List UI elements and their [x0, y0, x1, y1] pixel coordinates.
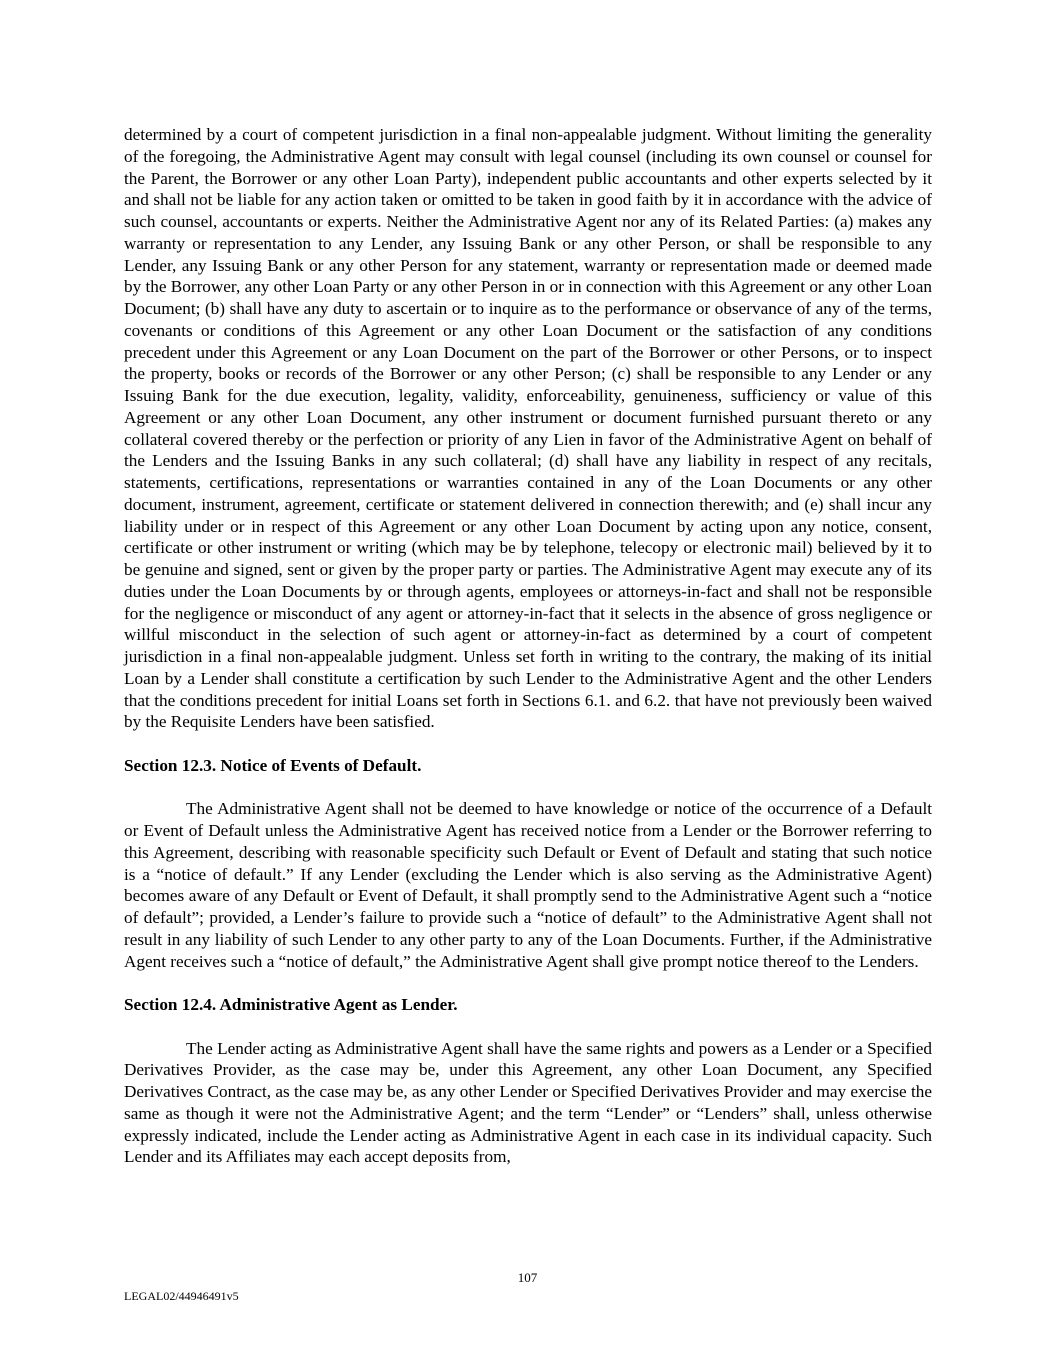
page-number: 107 — [517, 1270, 538, 1285]
section-12-4-body: The Lender acting as Administrative Agent shall have the same rights and powers as a Lender or a Specified Derivatives Provider, as the case may be, under this Agreement, any other Loan Document, any Specified Derivatives Contract, as the case may be, as any other Lender or Specified Derivatives Provider and may exercise the same as though it were not the Administrative Agent; and the term “Lender” or “Lenders” shall, unless otherwise expressly indicated, include the Lender acting as Administrative Agent in each case in its individual capacity. Such Lender and its Affiliates may each accept deposits from, — [124, 1038, 932, 1167]
document-page — [124, 124, 932, 1168]
section-12-3-body: The Administrative Agent shall not be deemed to have knowledge or notice of the occurrence of a Default or Event of Default unless the Administrative Agent has received notice from a Lender or the Borrower referring to this Agreement, describing with reasonable specificity such Default or Event of Default and stating that such notice is a “notice of default.” If any Lender (excluding the Lender which is also serving as the Administrative Agent) becomes aware of any Default or Event of Default, it shall promptly send to the Administrative Agent such a “notice of default”; provided, a Lender’s failure to provide such a “notice of default” to the Administrative Agent shall not result in any liability of such Lender to any other party to any of the Loan Documents. Further, if the Administrative Agent receives such a “notice of default,” the Administrative Agent shall give prompt notice thereof to the Lenders. — [124, 799, 932, 971]
section-12-3-heading: Section 12.3. Notice of Events of Default. — [124, 755, 422, 775]
document-id: LEGAL02/44946491v5 — [124, 1289, 239, 1303]
section-12-4-heading: Section 12.4. Administrative Agent as Lender. — [124, 995, 458, 1014]
body-paragraph-continued: determined by a court of competent jurisdiction in a final non-appealable judgment. Without limiting the generality of the foregoing, the Administrative Agent may consult with legal counsel (including its own counsel or counsel for the Parent, the Borrower or any other Loan Party), independent public accountants and other experts selected by it and shall not be liable for any action taken or omitted to be taken in good faith by it in accordance with the advice of such counsel, accountants or experts. Neither the Administrative Agent nor any of its Related Parties: (a) makes any warranty or representation to any Lender, any Issuing Bank or any other Person, or shall be responsible to any Lender, any Issuing Bank or any other Person for any statement, warranty or representation made or deemed made by the Borrower, any other Loan Party or any other Person in or in connection with this Agreement or any other Loan Document; (b) shall have any duty to ascertain or to inquire as to the performance or observance of any of the terms, covenants or conditions of this Agreement or any other Loan Document or the satisfaction of any conditions precedent under this Agreement or any Loan Document on the part of the Borrower or other Persons, or to inspect the property, books or records of the Borrower or any other Person; (c) shall be responsible to any Lender or any Issuing Bank for the due execution, legality, validity, enforceability, genuineness, sufficiency or value of this Agreement or any other Loan Document, any other instrument or document furnished pursuant thereto or any collateral covered thereby or the perfection or priority of any Lien in favor of the Administrative Agent on behalf of the Lenders and the Issuing Banks in any such collateral; (d) shall have any liability in respect of any recitals, statements, certifications, representations or warranties contained in any of the Loan Documents or any other document, instrument, agreement, certificate or statement delivered in connection therewith; and (e) shall incur any liability under or in respect of this Agreement or any other Loan Document by acting upon any notice, consent, certificate or other instrument or writing (which may be by telephone, telecopy or electronic mail) believed by it to be genuine and signed, sent or given by the proper party or parties. The Administrative Agent may execute any of its duties under the Loan Documents by or through agents, employees or attorneys-in-fact and shall not be responsible for the negligence or misconduct of any agent or attorney-in-fact that it selects in the absence of gross negligence or willful misconduct in the selection of such agent or attorney-in-fact as determined by a court of competent jurisdiction in a final non-appealable judgment. Unless set forth in writing to the contrary, the making of its initial Loan by a Lender shall constitute a certification by such Lender to the Administrative Agent and the other Lenders that the conditions precedent for initial Loans set forth in Sections 6.1. and 6.2. that have not previously been waived by the Requisite Lenders have been satisfied. — [124, 125, 932, 732]
